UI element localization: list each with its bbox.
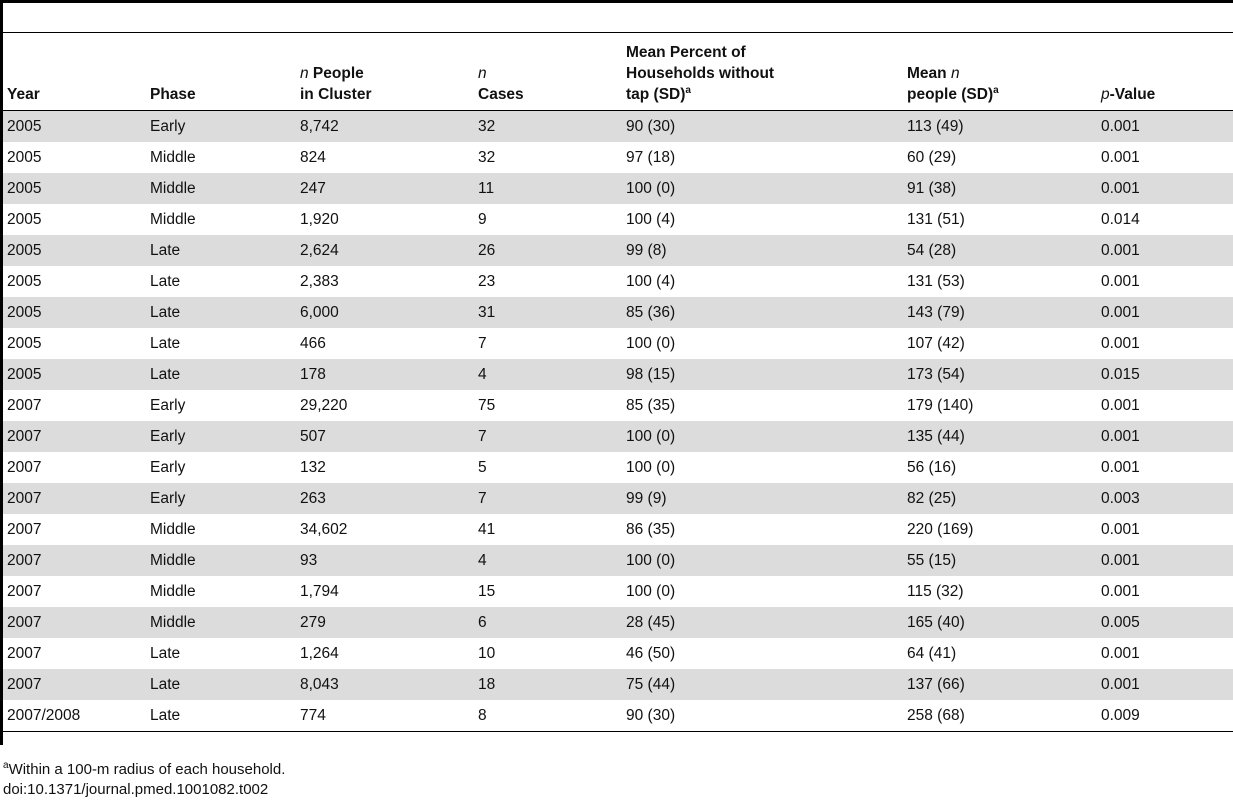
cases-cell: 11 [474, 173, 622, 204]
year-cell: 2005 [3, 173, 146, 204]
phase-cell: Late [150, 272, 181, 290]
percent-cell: 100 (0) [622, 421, 903, 452]
mean-people-cell: 64 (41) [907, 644, 957, 662]
people-cell: 247 [296, 173, 474, 204]
table-row [3, 421, 1233, 452]
percent-cell: 75 (44) [622, 669, 903, 700]
top-border [3, 0, 1233, 3]
table-row [3, 297, 1233, 328]
p-value-cell: 0.003 [1097, 483, 1233, 514]
mean-people-cell: 55 (15) [903, 545, 1097, 576]
p-value-cell: 0.001 [1101, 272, 1140, 290]
phase-cell: Early [146, 110, 296, 142]
people-cell: 132 [300, 458, 326, 476]
people-cell: 1,264 [300, 644, 339, 662]
percent-cell: 99 (8) [622, 235, 903, 266]
people-cell: 93 [296, 545, 474, 576]
table-row [3, 328, 1233, 359]
cases-cell: 18 [474, 669, 622, 700]
mean-people-cell: 220 (169) [907, 520, 974, 538]
percent-cell: 100 (0) [626, 582, 676, 600]
year-cell: 2005 [3, 110, 146, 142]
year-cell: 2007 [3, 607, 146, 638]
year-cell: 2007 [7, 644, 42, 662]
cases-cell: 31 [474, 297, 622, 328]
mean-people-cell: 165 (40) [903, 607, 1097, 638]
people-cell: 1,794 [300, 582, 339, 600]
year-cell: 2007 [3, 669, 146, 700]
header-mean-people: Mean n people (SD)$^a$ [903, 33, 1097, 110]
table-row [3, 607, 1233, 638]
p-value-cell: 0.001 [1101, 458, 1140, 476]
year-cell: 2005 [7, 210, 42, 228]
cases-cell: 8 [474, 700, 622, 732]
year-cell: 2005 [3, 297, 146, 328]
cases-cell: 23 [478, 272, 496, 290]
phase-cell: Late [146, 700, 296, 732]
mean-people-cell: 137 (66) [903, 669, 1097, 700]
phase-cell: Middle [146, 173, 296, 204]
header-cases: n Cases [474, 33, 622, 110]
phase-cell: Late [146, 669, 296, 700]
cases-cell: 15 [478, 582, 496, 600]
cases-cell: 4 [474, 545, 622, 576]
percent-cell: 98 (15) [622, 359, 903, 390]
p-value-cell: 0.001 [1097, 669, 1233, 700]
mean-people-cell: 173 (54) [903, 359, 1097, 390]
phase-cell: Middle [146, 607, 296, 638]
table-row [3, 669, 1233, 700]
cases-cell: 26 [474, 235, 622, 266]
mean-people-cell: 131 (51) [907, 210, 965, 228]
mean-people-cell: 135 (44) [903, 421, 1097, 452]
mean-people-cell: 113 (49) [903, 110, 1097, 142]
year-cell: 2007 [3, 545, 146, 576]
percent-cell: 100 (4) [626, 272, 676, 290]
year-cell: 2005 [7, 148, 42, 166]
year-cell: 2005 [3, 235, 146, 266]
people-cell: 8,742 [296, 110, 474, 142]
percent-cell: 90 (30) [622, 110, 903, 142]
percent-cell: 97 (18) [626, 148, 676, 166]
doi-text: doi:10.1371/journal.pmed.1001082.t002 [3, 781, 269, 798]
header-people-in-cluster: n People in Cluster [296, 33, 474, 110]
table-row [3, 359, 1233, 390]
mean-people-cell: 54 (28) [903, 235, 1097, 266]
p-value-cell: 0.001 [1101, 582, 1140, 600]
people-cell: 1,920 [300, 210, 339, 228]
p-value-cell: 0.001 [1097, 545, 1233, 576]
mean-people-cell: 115 (32) [907, 582, 964, 600]
phase-cell: Late [146, 235, 296, 266]
percent-cell: 86 (35) [626, 520, 676, 538]
phase-cell: Late [146, 297, 296, 328]
table-row [3, 545, 1233, 576]
percent-cell: 100 (0) [626, 458, 676, 476]
table-row [3, 204, 1233, 235]
percent-cell: 100 (0) [622, 545, 903, 576]
percent-cell: 46 (50) [626, 644, 676, 662]
people-cell: 2,383 [300, 272, 339, 290]
cases-cell: 32 [474, 110, 622, 142]
mean-people-cell: 143 (79) [903, 297, 1097, 328]
table-row [3, 173, 1233, 204]
mean-people-cell: 179 (140) [907, 396, 974, 414]
year-cell: 2007 [7, 520, 42, 538]
table-row [3, 110, 1233, 142]
mean-people-cell: 60 (29) [907, 148, 957, 166]
percent-cell: 85 (35) [626, 396, 676, 414]
year-cell: 2007 [7, 458, 42, 476]
footnote: $^a$Within a 100-m radius of each household. [3, 760, 286, 778]
header-phase: Phase [146, 33, 296, 110]
cases-cell: 9 [478, 210, 487, 228]
table-row [3, 142, 1233, 173]
p-value-cell: 0.009 [1097, 700, 1233, 732]
phase-cell: Early [146, 483, 296, 514]
year-cell: 2007 [7, 582, 42, 600]
phase-cell: Middle [150, 148, 196, 166]
cases-cell: 32 [478, 148, 496, 166]
p-value-cell: 0.014 [1101, 210, 1140, 228]
table-row [3, 390, 1233, 421]
mean-people-cell: 107 (42) [907, 334, 965, 352]
percent-cell: 100 (0) [622, 173, 903, 204]
table-body [3, 110, 1233, 731]
year-cell: 2005 [7, 334, 42, 352]
people-cell: 824 [300, 148, 326, 166]
mean-people-cell: 131 (53) [907, 272, 965, 290]
year-cell: 2005 [7, 272, 42, 290]
header-year: Year [3, 33, 146, 110]
p-value-cell: 0.001 [1101, 148, 1140, 166]
phase-cell: Middle [150, 582, 196, 600]
people-cell: 507 [296, 421, 474, 452]
year-cell: 2007 [7, 396, 42, 414]
cases-cell: 75 [478, 396, 496, 414]
table-row [3, 235, 1233, 266]
phase-cell: Early [146, 421, 296, 452]
mean-people-cell: 91 (38) [903, 173, 1097, 204]
cases-cell: 6 [474, 607, 622, 638]
phase-cell: Middle [146, 545, 296, 576]
phase-cell: Early [150, 458, 186, 476]
cases-cell: 7 [474, 421, 622, 452]
p-value-cell: 0.001 [1097, 173, 1233, 204]
percent-cell: 85 (36) [622, 297, 903, 328]
percent-cell: 99 (9) [622, 483, 903, 514]
table-row [3, 638, 1233, 669]
p-value-cell: 0.001 [1101, 396, 1140, 414]
year-cell: 2007 [3, 421, 146, 452]
cases-cell: 7 [474, 483, 622, 514]
p-value-cell: 0.001 [1097, 297, 1233, 328]
people-cell: 29,220 [300, 396, 348, 414]
year-cell: 2007/2008 [3, 700, 146, 732]
cases-cell: 10 [478, 644, 496, 662]
phase-cell: Late [150, 644, 181, 662]
people-cell: 178 [296, 359, 474, 390]
phase-cell: Middle [150, 520, 196, 538]
cases-cell: 4 [474, 359, 622, 390]
people-cell: 774 [296, 700, 474, 732]
header-p-value: p-Value [1097, 33, 1233, 110]
p-value-cell: 0.001 [1101, 334, 1140, 352]
header-row [3, 33, 1233, 110]
people-cell: 6,000 [296, 297, 474, 328]
phase-cell: Late [150, 334, 181, 352]
cases-cell: 7 [478, 334, 487, 352]
p-value-cell: 0.001 [1097, 421, 1233, 452]
p-value-cell: 0.001 [1101, 644, 1140, 662]
people-cell: 8,043 [296, 669, 474, 700]
mean-people-cell: 258 (68) [903, 700, 1097, 732]
percent-cell: 28 (45) [622, 607, 903, 638]
table-row [3, 452, 1233, 483]
table-row [3, 576, 1233, 607]
header-mean-percent: Mean Percent of Households without tap (SD)$^a$ [622, 33, 903, 110]
table-row [3, 700, 1233, 732]
phase-cell: Middle [150, 210, 196, 228]
year-cell: 2007 [3, 483, 146, 514]
percent-cell: 90 (30) [622, 700, 903, 732]
mean-people-cell: 56 (16) [907, 458, 957, 476]
cases-cell: 5 [478, 458, 487, 476]
p-value-cell: 0.015 [1097, 359, 1233, 390]
people-cell: 279 [296, 607, 474, 638]
p-value-cell: 0.001 [1101, 520, 1140, 538]
table-row [3, 483, 1233, 514]
table-row [3, 514, 1233, 545]
phase-cell: Late [146, 359, 296, 390]
data-table [3, 33, 1233, 732]
mean-people-cell: 82 (25) [903, 483, 1097, 514]
table-row [3, 266, 1233, 297]
percent-cell: 100 (0) [626, 334, 676, 352]
phase-cell: Early [150, 396, 186, 414]
cases-cell: 41 [478, 520, 496, 538]
p-value-cell: 0.005 [1097, 607, 1233, 638]
p-value-cell: 0.001 [1097, 235, 1233, 266]
p-value-cell: 0.001 [1097, 110, 1233, 142]
people-cell: 34,602 [300, 520, 348, 538]
percent-cell: 100 (4) [626, 210, 676, 228]
people-cell: 263 [296, 483, 474, 514]
people-cell: 466 [300, 334, 326, 352]
year-cell: 2005 [3, 359, 146, 390]
people-cell: 2,624 [296, 235, 474, 266]
